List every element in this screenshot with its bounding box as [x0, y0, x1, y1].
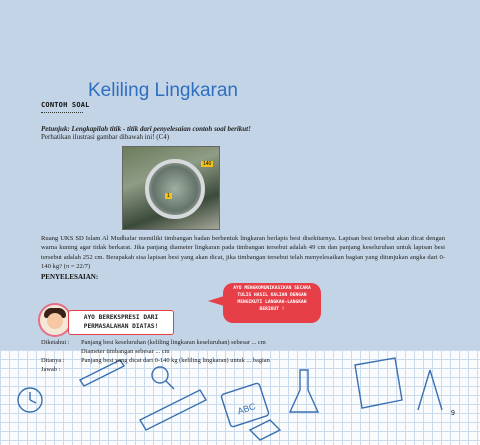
bubble-line: BERIKUT !: [259, 307, 285, 312]
compass-icon: [418, 370, 442, 410]
problem-paragraph: Ruang UKS SD Islam Al Mudhafar memiliki timbangan badan berbentuk lingkaran berlapis besi disekitarnya. Lapisan besi tersebut akan dicat dengan warna kuning agar tidak berkarat. Jika panjang diameter lingkaran pada timbangan tersebut adalah 49 cm dan panjang keseluruhan untuk lapisan besi tersebut adalah 252 cm. Berapakah sisa lapisan besi yang akan dicat, jika timbangan tersebut telah menyelesaikan bagian yang ditunjukan angka dari 0-140 kg? (π = 22/7): [41, 235, 445, 271]
photo-label-1: 1: [167, 193, 170, 199]
notebook-icon: [355, 358, 402, 408]
prompt-line: AYO BEREKSPRESI DARI: [83, 314, 159, 321]
row-value: Panjang besi keseluruhan (keliling lingkaran keseluruhan) sebesar ... cm: [81, 339, 266, 346]
expression-prompt-box: [68, 310, 174, 335]
flask-icon: [290, 370, 318, 412]
student-avatar: [38, 303, 72, 337]
ruler-icon: [140, 390, 206, 430]
avatar-face: [47, 313, 63, 329]
book-label: ABC: [236, 401, 257, 417]
scale-photo: [122, 146, 220, 230]
magnifier-icon: [152, 367, 168, 383]
photo-label-140: 140: [203, 161, 212, 167]
row-key: Jawab :: [41, 366, 61, 373]
page-title: Keliling Lingkaran: [88, 80, 238, 101]
instruction-subtext: Perhatikan ilustrasi gambar dibawah ini! (C4): [41, 133, 170, 141]
instruction-text: Petunjuk: Lengkapilah titik - titik dari penyelesaian contoh soal berikut!: [41, 125, 251, 133]
page-number: 9: [451, 410, 455, 417]
bubble-line: AYO MENGKOMUNIKASIKAN SECARA: [233, 286, 311, 291]
section-underline: [41, 112, 83, 113]
speech-bubble-tail: [208, 296, 224, 306]
speech-bubble: [223, 283, 321, 323]
row-key: Diketahui :: [41, 339, 70, 346]
prompt-line: PERMASALAHAN DIATAS!: [83, 323, 159, 330]
row-value: Diameter timbangan sebesar ... cm: [81, 348, 170, 355]
bubble-line: MENGIKUTI LANGKAH-LANGKAH: [237, 300, 307, 305]
scale-dial: [145, 159, 205, 219]
section-label: CONTOH SOAL: [41, 101, 90, 109]
row-value: Panjang besi yang dicat dari 0-140 kg (keliling lingkaran) untuk ... bagian: [81, 357, 270, 364]
eraser-icon: [250, 420, 280, 440]
solution-heading: PENYELESAIAN:: [41, 273, 99, 281]
bubble-line: TULIS HASIL KALIAN DENGAN: [237, 293, 307, 298]
row-key: Ditanya :: [41, 357, 65, 364]
